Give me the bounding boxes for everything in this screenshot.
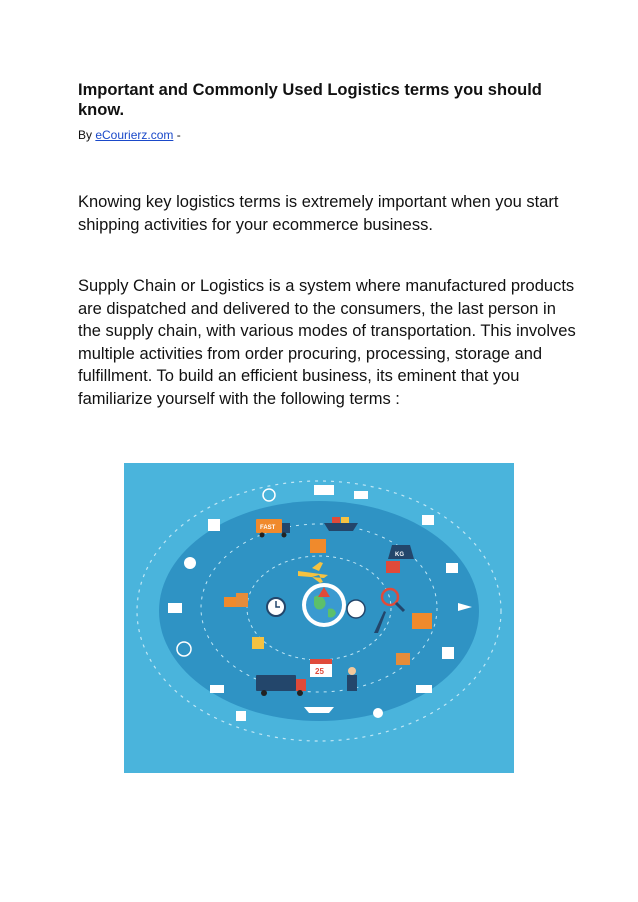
train-icon [386, 561, 400, 573]
calendar-day-label: 25 [315, 667, 324, 676]
courier-head [348, 667, 356, 675]
logistics-illustration-svg [124, 463, 514, 773]
courier-icon [347, 675, 357, 691]
phone-outline-icon [236, 711, 246, 721]
byline [78, 128, 181, 142]
train-outline-icon [208, 519, 220, 531]
location-outline-icon [184, 557, 196, 569]
scale-outline-icon [422, 515, 434, 525]
trolley-outline-icon [442, 647, 454, 659]
ship-container [341, 517, 349, 523]
logistics-illustration [124, 463, 514, 773]
kg-label: KG [395, 552, 404, 558]
container-icon [396, 653, 410, 665]
truck-wheel [260, 533, 265, 538]
box-icon [310, 539, 326, 553]
ship-outline-icon [304, 707, 334, 713]
article-title: Important and Commonly Used Logistics terms you should know. [78, 81, 542, 119]
ship-container [332, 517, 340, 523]
truck-icon [256, 675, 296, 691]
delivery-person-outline-icon [373, 708, 383, 718]
forklift-outline-icon [354, 491, 368, 499]
truck-wheel [261, 690, 267, 696]
boxes-icon [224, 597, 236, 607]
warehouse-outline-icon [210, 685, 224, 693]
boxes-icon [236, 593, 248, 607]
forklift-icon [252, 637, 264, 649]
author-link[interactable]: eCourierz.com [95, 128, 174, 142]
intro-paragraph: Knowing key logistics terms is extremely important when you start shipping activities for your ecommerce business. [78, 193, 559, 234]
truck-wheel [297, 690, 303, 696]
stopwatch-icon [347, 600, 365, 618]
truck-outline-icon [314, 485, 334, 495]
fast-truck-cab [282, 523, 290, 533]
calendar-header [310, 659, 332, 664]
truck-wheel [282, 533, 287, 538]
truck-cab [296, 679, 306, 691]
map-outline-icon [168, 603, 182, 613]
fast-label: FAST [260, 525, 276, 531]
byline-suffix: - [173, 128, 181, 142]
byline-prefix: By [78, 128, 96, 142]
conveyor-outline-icon [416, 685, 432, 693]
delivery-box-icon [412, 613, 432, 629]
supply-chain-paragraph: Supply Chain or Logistics is a system where manufactured products are dispatched and delivered to the consumers, the last person in the supply chain, with various modes of transportation. This involves multiple activities from order procuring, processing, storage and fulfillment. To build an efficient business, its eminent that you familiarize yourself with the following terms : [78, 277, 576, 408]
handshake-outline-icon [446, 563, 458, 573]
cargo-ship-icon [324, 523, 358, 531]
